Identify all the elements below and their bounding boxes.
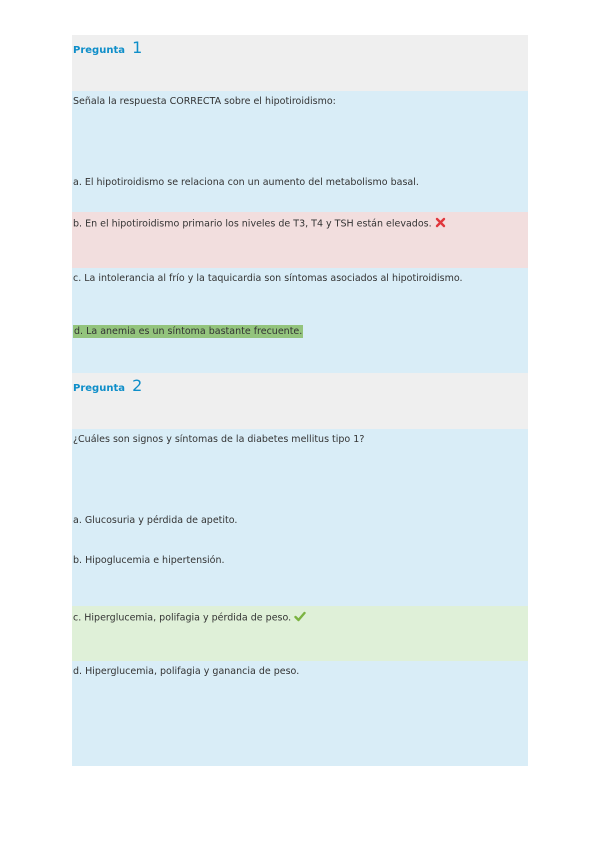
option-text: b. Hipoglucemia e hipertensión. — [73, 555, 225, 566]
option-text: a. Glucosuria y pérdida de apetito. — [73, 515, 238, 526]
question-1-prompt: Señala la respuesta CORRECTA sobre el hipotiroidismo: — [73, 96, 336, 107]
question-number: 1 — [132, 38, 143, 57]
question-number: 2 — [132, 376, 143, 395]
option-text: d. La anemia es un síntoma bastante frecuente. — [74, 326, 303, 337]
question-1-option-d[interactable] — [72, 321, 528, 373]
x-icon — [435, 217, 446, 231]
option-text: c. Hiperglucemia, polifagia y pérdida de peso. — [73, 612, 292, 624]
question-1-option-c[interactable] — [72, 268, 528, 321]
question-2-title — [73, 376, 142, 395]
question-1-title — [73, 38, 142, 57]
question-2-option-a[interactable] — [72, 481, 528, 550]
check-icon — [294, 611, 306, 625]
question-2-prompt-row — [72, 429, 528, 481]
question-1-header — [72, 35, 528, 91]
option-text: c. La intolerancia al frío y la taquicardia son síntomas asociados al hipotiroidismo. — [73, 273, 463, 284]
option-text: b. En el hipotiroidismo primario los niveles de T3, T4 y TSH están elevados. — [73, 218, 432, 230]
question-2-header — [72, 373, 528, 429]
question-label: Pregunta — [73, 45, 125, 56]
option-text: d. Hiperglucemia, polifagia y ganancia de peso. — [73, 666, 300, 677]
question-2-option-b[interactable] — [72, 550, 528, 606]
question-1-option-a[interactable] — [72, 143, 528, 212]
question-1-option-b[interactable] — [72, 212, 528, 268]
quiz — [72, 35, 528, 766]
question-1-prompt-row — [72, 91, 528, 143]
question-2-option-d[interactable] — [72, 661, 528, 766]
question-2-prompt: ¿Cuáles son signos y síntomas de la diabetes mellitus tipo 1? — [73, 434, 365, 445]
option-text: a. El hipotiroidismo se relaciona con un aumento del metabolismo basal. — [73, 177, 419, 188]
question-label: Pregunta — [73, 383, 125, 394]
question-2-option-c[interactable] — [72, 606, 528, 661]
